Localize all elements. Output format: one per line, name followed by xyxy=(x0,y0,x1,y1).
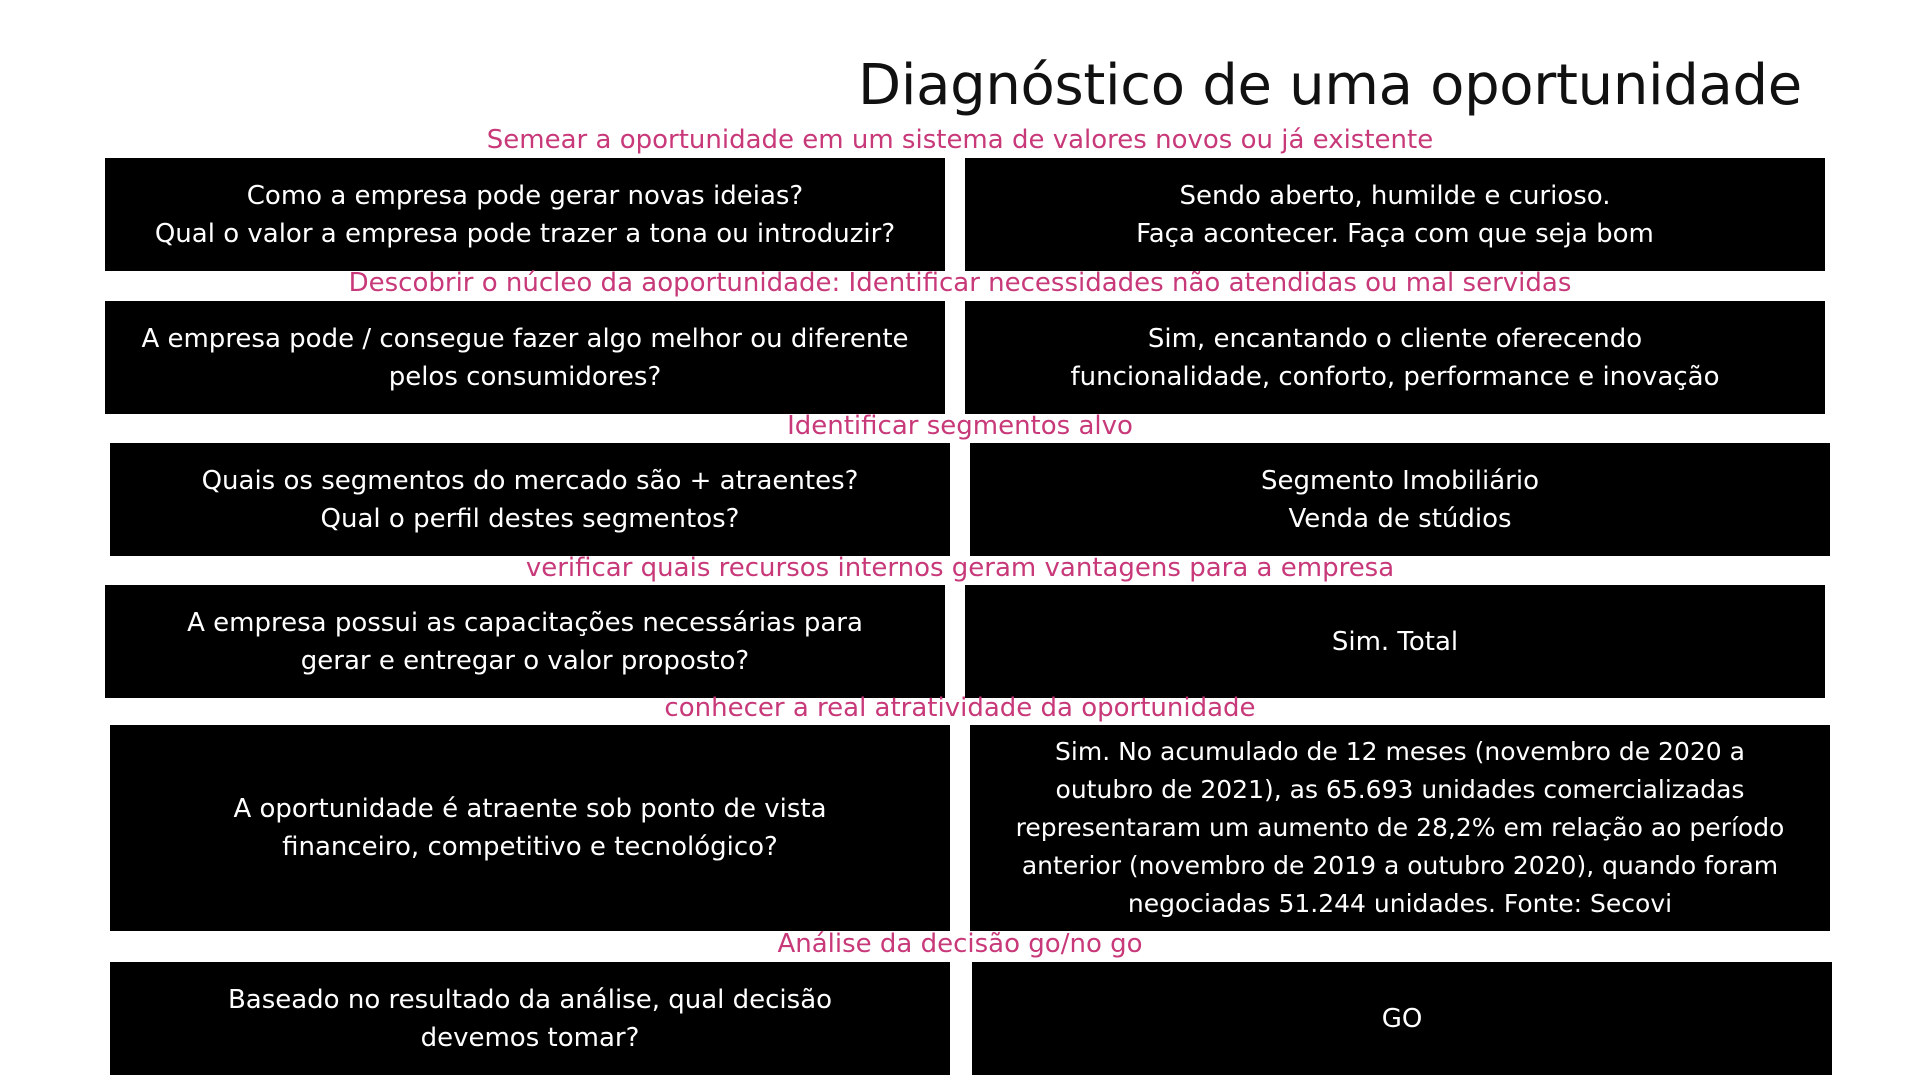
question-line: financeiro, competitivo e tecnológico? xyxy=(282,832,778,862)
answer-cell-attractiveness xyxy=(970,725,1830,931)
answer-line: representaram um aumento de 28,2% em relação ao período xyxy=(1015,813,1785,842)
answer-cell-new-ideas xyxy=(965,158,1825,271)
question-cell-new-ideas xyxy=(105,158,945,271)
answer-line: Sim, encantando o cliente oferecendo xyxy=(1147,323,1643,354)
section-label-opportunity-core: Descobrir o núcleo da aoportunidade: Identificar necessidades não atendidas ou mal servidas xyxy=(348,268,1572,298)
answer-line: Sim. No acumulado de 12 meses (novembro de 2020 a xyxy=(1055,737,1745,766)
question-line: Quais os segmentos do mercado são + atraentes? xyxy=(201,465,859,496)
answer-cell-segments xyxy=(970,443,1830,556)
answer-line: Faça acontecer. Faça com que seja bom xyxy=(1136,218,1654,249)
question-cell-decision xyxy=(110,962,950,1075)
question-line: pelos consumidores? xyxy=(388,361,662,392)
answer-line: anterior (novembro de 2019 a outubro 2020), quando foram xyxy=(1021,851,1779,880)
answer-line: negociadas 51.244 unidades. Fonte: Secovi xyxy=(1127,889,1673,918)
question-line: A empresa possui as capacitações necessárias para xyxy=(187,607,863,638)
question-line: devemos tomar? xyxy=(420,1022,640,1053)
question-line: gerar e entregar o valor proposto? xyxy=(300,645,750,676)
section-label-internal-resources: verificar quais recursos internos geram vantagens para a empresa xyxy=(525,553,1395,583)
question-line: A oportunidade é atraente sob ponto de vista xyxy=(233,794,827,824)
page-title: Diagnóstico de uma oportunidade xyxy=(858,53,1802,118)
question-cell-attractiveness xyxy=(110,725,950,931)
question-cell-capabilities xyxy=(105,585,945,698)
question-line: A empresa pode / consegue fazer algo melhor ou diferente xyxy=(141,323,909,354)
answer-cell-do-better xyxy=(965,301,1825,414)
answer-line: Venda de stúdios xyxy=(1288,503,1512,534)
question-line: Como a empresa pode gerar novas ideias? xyxy=(246,180,804,211)
answer-cell-capabilities xyxy=(965,585,1825,698)
question-line: Baseado no resultado da análise, qual decisão xyxy=(227,984,833,1015)
section-label-go-no-go: Análise da decisão go/no go xyxy=(777,929,1143,959)
section-label-target-segments: Identificar segmentos alvo xyxy=(787,411,1133,441)
section-label-seed-opportunity: Semear a oportunidade em um sistema de valores novos ou já existente xyxy=(486,125,1434,155)
answer-line: Segmento Imobiliário xyxy=(1260,465,1539,496)
answer-cell-decision xyxy=(972,962,1832,1075)
question-line: Qual o perfil destes segmentos? xyxy=(320,503,740,534)
question-line: Qual o valor a empresa pode trazer a tona ou introduzir? xyxy=(154,218,896,249)
answer-line: Sendo aberto, humilde e curioso. xyxy=(1179,180,1611,211)
answer-line: outubro de 2021), as 65.693 unidades comercializadas xyxy=(1055,775,1745,804)
answer-line: GO xyxy=(1381,1003,1423,1034)
section-label-attractiveness: conhecer a real atratividade da oportunidade xyxy=(664,693,1256,723)
answer-line: funcionalidade, conforto, performance e inovação xyxy=(1070,361,1720,392)
question-cell-do-better xyxy=(105,301,945,414)
question-cell-segments xyxy=(110,443,950,556)
answer-line: Sim. Total xyxy=(1331,626,1459,657)
